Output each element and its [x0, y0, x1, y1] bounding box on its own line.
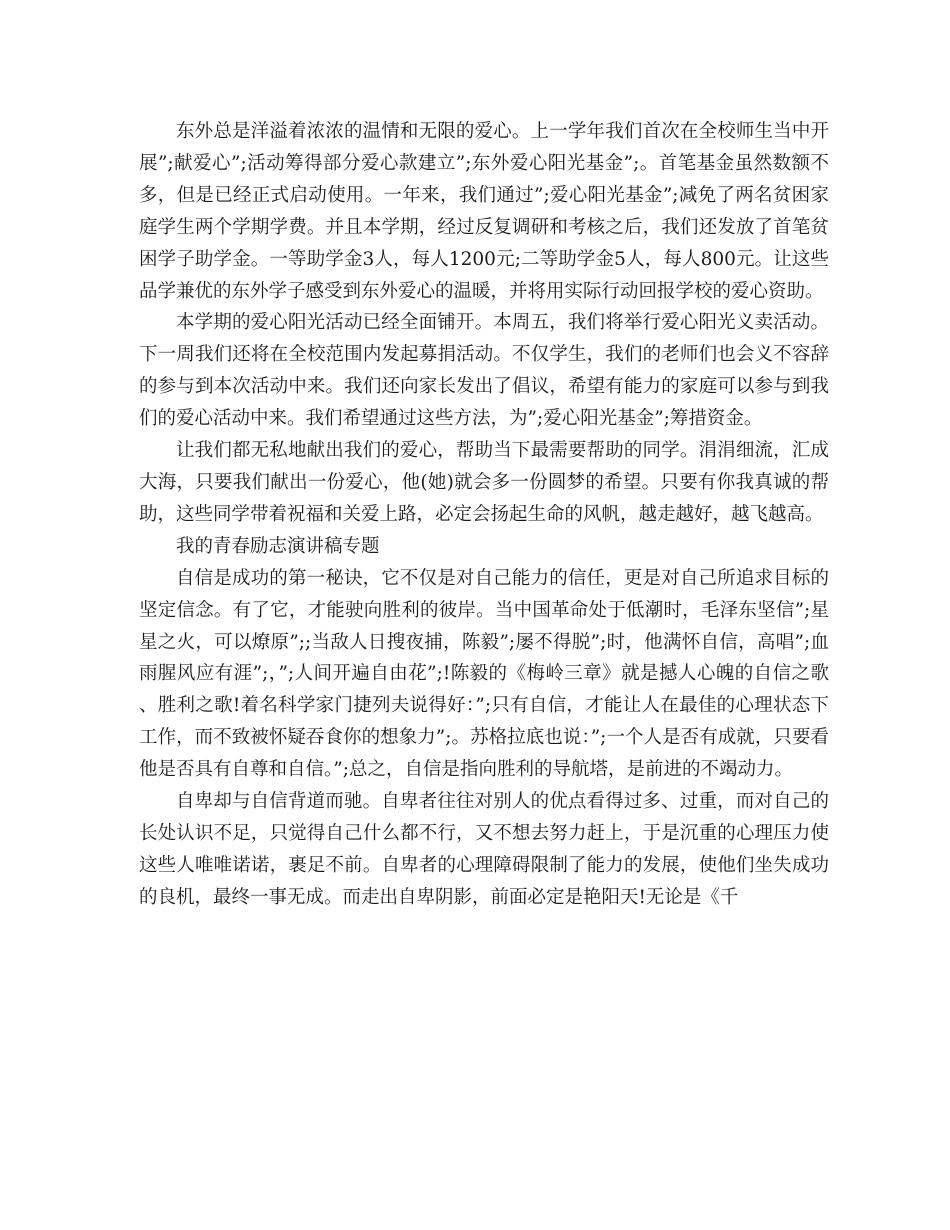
paragraph-confidence: 自信是成功的第一秘诀，它不仅是对自己能力的信任，更是对自己所追求目标的坚定信念。有了它，才能驶向胜利的彼岸。当中国革命处于低潮时，毛泽东坚信”;星星之火，可以燎原”;;当敌人日搜夜捕，陈毅”;屡不得脱”;时，他满怀自信，高唱”;血雨腥风应有涯”;，”;人间开遍自由花”;!陈毅的《梅岭三章》就是撼人心魄的自信之歌、胜利之歌!着名科学家门捷列夫说得好：”;只有自信，才能让人在最佳的心理状态下工作，而不致被怀疑吞食你的想象力”;。苏格拉底也说：”;一个人是否有成就，只要看他是否具有自尊和自信。”;总之，自信是指向胜利的导航塔，是前进的不竭动力。: [139, 567, 829, 781]
paragraph-call-to-action: 让我们都无私地献出我们的爱心，帮助当下最需要帮助的同学。涓涓细流，汇成大海，只要我们献出一份爱心，他(她)就会多一份圆梦的希望。只要有你我真诚的帮助，这些同学带着祝福和关爱上路，必定会扬起生命的风帆，越走越好，越飞越高。: [139, 440, 829, 525]
section-heading: 我的青春励志演讲稿专题: [176, 535, 380, 557]
document-page: [139, 116, 829, 914]
paragraph-charity-activities: 本学期的爱心阳光活动已经全面铺开。本周五，我们将举行爱心阳光义卖活动。下一周我们还将在全校范围内发起募捐活动。不仅学生，我们的老师们也会义不容辞的参与到本次活动中来。我们还向家长发出了倡议，希望有能力的家庭可以参与到我们的爱心活动中来。我们希望通过这些方法，为”;爱心阳光基金”;筹措资金。: [139, 312, 829, 430]
paragraph-inferiority: 自卑却与自信背道而驰。自卑者往往对别人的优点看得过多、过重，而对自己的长处认识不足，只觉得自己什么都不行，又不想去努力赶上，于是沉重的心理压力使这些人唯唯诺诺，裹足不前。自卑者的心理障碍限制了能力的发展，使他们坐失成功的良机，最终一事无成。而走出自卑阴影，前面必定是艳阳天!无论是《千: [139, 791, 829, 908]
paragraph-charity-fund: 东外总是洋溢着浓浓的温情和无限的爱心。上一学年我们首次在全校师生当中开展”;献爱心”;活动筹得部分爱心款建立”;东外爱心阳光基金”;。首笔基金虽然数额不多，但是已经正式启动使用。一年来，我们通过”;爱心阳光基金”;减免了两名贫困家庭学生两个学期学费。并且本学期，经过反复调研和考核之后，我们还发放了首笔贫困学子助学金。一等助学金3人，每人1200元;二等助学金5人，每人800元。让这些品学兼优的东外学子感受到东外爱心的温暖，并将用实际行动回报学校的爱心资助。: [139, 121, 829, 302]
